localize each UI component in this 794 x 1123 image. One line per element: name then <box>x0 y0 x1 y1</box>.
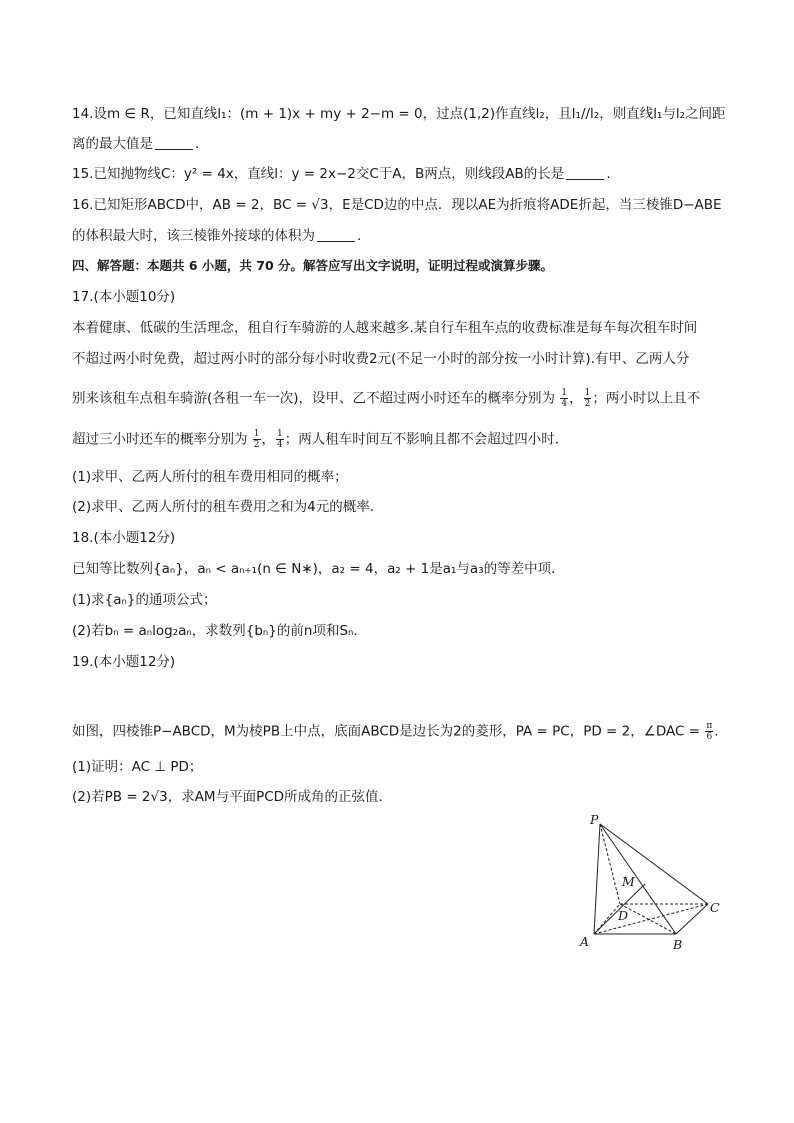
problem-18-line-1: 已知等比数列{aₙ}，aₙ < aₙ₊₁(n ∈ N∗)，a₂ = 4，a₂ + 1是a₁与a₃的等差中项． <box>72 561 565 577</box>
problem-17-head: 17.(本小题10分) <box>72 289 176 305</box>
problem-14-line-2 <box>72 134 199 154</box>
label-P: P <box>590 812 599 827</box>
edge-PA <box>594 824 600 934</box>
problem-19-question-2: (2)若PB = 2√3，求AM与平面PCD所成角的正弦值． <box>72 789 393 805</box>
problem-16-line-1: 16.已知矩形ABCD中，AB = 2，BC = √3，E是CD边的中点．现以AE为折痕将ADE折起，当三棱锥D−ABE <box>72 197 722 213</box>
problem-17-text: ；两人租车时间互不影响且都不会超过四小时． <box>284 431 569 448</box>
label-M: M <box>622 874 635 889</box>
answer-blank[interactable] <box>317 227 355 242</box>
problem-14-text: 离的最大值是 <box>72 136 153 152</box>
label-A: A <box>580 934 590 949</box>
problem-17-line-2: 不超过两小时免费，超过两小时的部分每小时收费2元(不足一小时的部分按一小时计算).有甲、乙两人分 <box>72 351 690 367</box>
problem-15-text: 15.已知抛物线C：y² = 4x，直线l：y = 2x−2交C于A，B两点，则线段AB的长是 <box>72 166 565 182</box>
answer-blank[interactable] <box>155 135 193 150</box>
edge-PC <box>600 824 708 904</box>
fraction: $\frac{1}{4}$ <box>277 429 283 450</box>
edge-AD <box>594 904 620 934</box>
fraction: $\frac{1}{2}$ <box>584 388 591 409</box>
period: . <box>714 723 719 740</box>
label-C: C <box>710 900 720 915</box>
fraction: $\frac{1}{4}$ <box>561 388 568 409</box>
fraction: $\frac{1}{2}$ <box>253 429 260 450</box>
problem-16-line-2 <box>72 226 361 246</box>
answer-blank[interactable] <box>566 165 604 180</box>
period: . <box>195 136 200 152</box>
problem-19-text: 如图，四棱锥P−ABCD，M为棱PB上中点，底面ABCD是边长为2的菱形，PA = PC，PD = 2，∠DAC = <box>72 723 701 740</box>
problem-19-question-1: (1)证明：AC ⊥ PD； <box>72 759 203 775</box>
problem-14-line-1: 14.设m ∈ R，已知直线l₁：(m + 1)x + my + 2−m = 0，过点(1,2)作直线l₂，且l₁//l₂，则直线l₁与l₂之间距 <box>72 106 726 122</box>
problem-19-line-1 <box>72 721 719 742</box>
problem-18-question-1: (1)求{aₙ}的通项公式； <box>72 592 217 608</box>
label-D: D <box>618 908 629 923</box>
problem-17-question-2: (2)求甲、乙两人所付的租车费用之和为4元的概率． <box>72 499 384 515</box>
pyramid-figure <box>576 812 726 957</box>
section-heading: 四、解答题：本题共 6 小题，共 70 分。解答应写出文字说明，证明过程或演算步骤。 <box>72 258 554 273</box>
problem-19-head: 19.(本小题12分) <box>72 654 176 670</box>
diagonal-AC <box>594 904 708 934</box>
problem-15-line-1 <box>72 164 611 184</box>
problem-17-text: 别来该租车点租车骑游(各租一车一次)，设甲、乙不超过两小时还车的概率分别为 <box>72 390 556 407</box>
problem-16-text: 的体积最大时，该三棱锥外接球的体积为 <box>72 228 315 244</box>
label-B: B <box>673 937 683 952</box>
problem-17-line-3: 别来该租车点租车骑游(各租一车一次)，设甲、乙不超过两小时还车的概率分别为 $\frac{1}{4}$ ， $\frac{1}{2}$ ；两小时以上且不 <box>72 388 701 409</box>
period: . <box>606 166 611 182</box>
problem-17-line-4: 超过三小时还车的概率分别为 $\frac{1}{2}$ ， $\frac{1}{4}$ ；两人租车时间互不影响且都不会超过四小时． <box>72 429 569 450</box>
fraction: $\frac{\pi}{6}$ <box>706 721 713 742</box>
problem-17-text: ；两小时以上且不 <box>592 390 701 407</box>
problem-17-text: 超过三小时还车的概率分别为 <box>72 431 248 448</box>
diagonal-BD <box>620 904 676 934</box>
problem-18-question-2: (2)若bₙ = aₙlog₂aₙ，求数列{bₙ}的前n项和Sₙ． <box>72 623 367 639</box>
problem-18-head: 18.(本小题12分) <box>72 530 176 546</box>
problem-17-line-1: 本着健康、低碳的生活理念，租自行车骑游的人越来越多.某自行车租车点的收费标准是每车每次租车时间 <box>72 320 698 336</box>
period: . <box>357 228 362 244</box>
problem-17-question-1: (1)求甲、乙两人所付的租车费用相同的概率； <box>72 469 348 485</box>
